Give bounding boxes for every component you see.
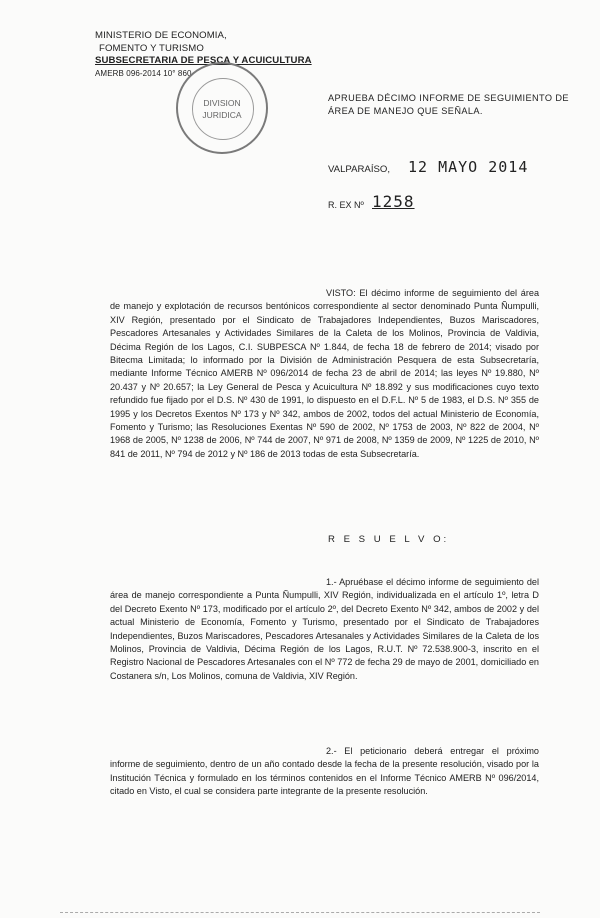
stamp-line-1: DIVISION [203, 98, 241, 108]
header-line-3: SUBSECRETARIA DE PESCA Y ACUICULTURA [95, 55, 312, 66]
document-title [328, 92, 569, 118]
resolution-item-2: 2.- El peticionario deberá entregar el próximo informe de seguimiento, dentro de un año contado desde la fecha de la presente resolución, visado por la Institución Técnica y formulado en los términos contenidos en el Informe Técnico AMERB Nº 096/2014, citado en Visto, el cual se considera parte integrante de la presente resolución. [110, 746, 539, 797]
header-line-2: FOMENTO Y TURISMO [99, 42, 204, 54]
visto-paragraph: VISTO: El décimo informe de seguimiento del área de manejo y explotación de recursos bentónicos correspondiente al sector denominado Punta Ñumpulli, XIV Región, presentado por el Sindicato de Trabajadores Independientes, Buzos Mariscadores, Pescadores Artesanales y Actividades Similares de la Caleta de los Molinos, Provincia de Valdivia, Décima Región de los Lagos, C.I. SUBPESCA Nº 1.844, de fecha 18 de febrero de 2014; visado por Bitecma Limitada; lo informado por la División de Administración Pesquera de esta Subsecretaría, mediante Informe Técnico AMERB Nº 096/2014 de fecha 23 de abril de 2014; las leyes Nº 19.880, Nº 20.437 y Nº 20.657; la Ley General de Pesca y Acuicultura Nº 18.892 y sus modificaciones cuyo texto refundido fue fijado por el D.S. Nº 430 de 1991, lo dispuesto en el D.F.L. Nº 5 de 1983, el D.S. Nº 355 de 1995 y los Decretos Exentos Nº 173 y Nº 342, ambos de 2002, todos del actual Ministerio de Economía, Fomento y Turismo; las Resoluciones Exentas Nº 590 de 2002, Nº 1753 de 2003, Nº 822 de 2004, Nº 1968 de 2005, Nº 1238 de 2006, Nº 744 de 2007, Nº 971 de 2008, Nº 1359 de 2009, Nº 1225 de 2010, Nº 841 de 2011, Nº 794 de 2012 y Nº 186 de 2013 todas de esta Subsecretaría. [110, 288, 539, 459]
title-line-1: APRUEBA DÉCIMO INFORME DE SEGUIMIENTO DE [328, 93, 569, 103]
document-date: 12 MAYO 2014 [408, 158, 529, 176]
stamp-line-2: JURIDICA [202, 110, 242, 120]
footer-divider [60, 912, 540, 914]
place-label: VALPARAÍSO, [328, 164, 391, 175]
resuelvo-heading: R E S U E L V O: [328, 534, 450, 545]
resolution-number: 1258 [372, 192, 415, 211]
header-line-1: MINISTERIO DE ECONOMIA, [95, 30, 227, 41]
title-line-2: ÁREA DE MANEJO QUE SEÑALA. [328, 106, 483, 116]
division-juridica-stamp [176, 62, 268, 154]
header-line-4: AMERB 096-2014 10° 860 [95, 68, 192, 78]
resolution-item-1: 1.- Apruébase el décimo informe de seguimiento del área de manejo correspondiente a Punta Ñumpulli, XIV Región, individualizada en el artículo 1º, letra D del Decreto Exento Nº 173, modificado por el artículo 2º, del Decreto Exento Nº 342, ambos de 2002 y del actual Ministerio de Economía, Fomento y Turismo, presentado por el Sindicato de Trabajadores Independientes, Buzos Mariscadores, Pescadores Artesanales y Actividades Similares de la Caleta de los Molinos, Provincia de Valdivia, Décima Región de los Lagos, R.U.T. Nº 72.538.900-3, inscrito en el Registro Nacional de Pescadores Artesanales con el Nº 772 de fecha 29 de mayo de 2001, domiciliado en Costanera s/n, Los Molinos, comuna de Valdivia, XIV Región. [110, 577, 539, 681]
resolution-label: R. EX Nº [328, 200, 364, 210]
